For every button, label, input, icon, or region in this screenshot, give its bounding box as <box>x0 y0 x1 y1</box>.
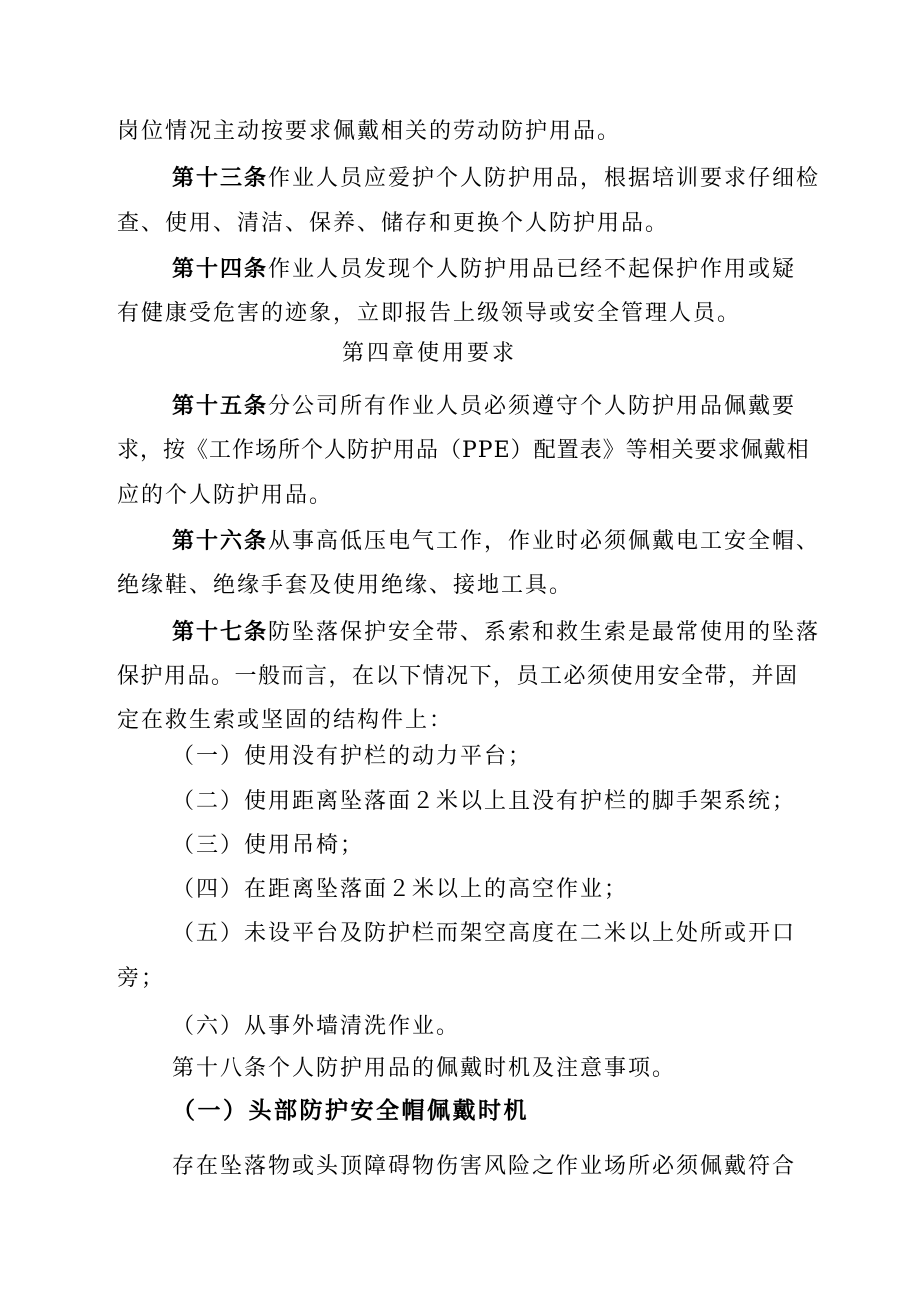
chapter-4-heading: 第四章使用要求 <box>342 341 518 366</box>
list-item-2: （二）使用距离坠落面２米以上且没有护栏的脚手架系统； <box>172 789 797 814</box>
article-14-line-2: 有健康受危害的迹象，立即报告上级领导或安全管理人员。 <box>117 301 742 326</box>
paragraph-line: 岗位情况主动按要求佩戴相关的劳动防护用品。 <box>117 119 622 144</box>
article-17-line-2: 保护用品。一般而言，在以下情况下，员工必须使用安全带，并固 <box>117 664 799 689</box>
article-16-title: 第十六条 <box>172 528 269 554</box>
list-item-3: （三）使用吊椅； <box>172 833 365 858</box>
list-item-5-line-1: （五）未设平台及防护栏而架空高度在二米以上处所或开口 <box>172 921 797 946</box>
article-16-text: 从事高低压电气工作，作业时必须佩戴电工安全帽、 <box>268 529 821 554</box>
article-14-text: 作业人员发现个人防护用品已经不起保护作用或疑 <box>268 257 797 282</box>
article-18-line: 第十八条个人防护用品的佩戴时机及注意事项。 <box>172 1056 677 1081</box>
article-15-title: 第十五条 <box>172 393 269 419</box>
article-13-text: 作业人员应爱护个人防护用品，根据培训要求仔细检 <box>268 166 821 191</box>
article-15-line-2: 求，按《工作场所个人防护用品（PPE）配置表》等相关要求佩戴相 <box>117 438 810 463</box>
article-13-line-2: 查、使用、清洁、保养、储存和更换个人防护用品。 <box>117 211 670 236</box>
list-item-6: （六）从事外墙清洗作业。 <box>172 1014 461 1039</box>
article-17-line-1 <box>172 617 820 648</box>
list-item-4: （四）在距离坠落面２米以上的高空作业； <box>172 877 629 902</box>
list-item-1: （一）使用没有护栏的动力平台； <box>172 744 533 769</box>
article-13-title: 第十三条 <box>172 165 269 191</box>
article-14-title: 第十四条 <box>172 256 269 282</box>
article-17-line-3: 定在救生索或坚固的结构件上： <box>117 708 454 733</box>
article-15-line-3: 应的个人防护用品。 <box>117 483 334 508</box>
article-16-line-1 <box>172 526 820 557</box>
article-14-line-1 <box>172 254 796 285</box>
paragraph-line: 存在坠落物或头顶障碍物伤害风险之作业场所必须佩戴符合 <box>172 1154 797 1179</box>
article-16-line-2: 绝缘鞋、绝缘手套及使用绝缘、接地工具。 <box>117 573 574 598</box>
article-17-text: 防坠落保护安全带、系索和救生索是最常使用的坠落 <box>268 620 821 645</box>
subsection-1-heading: （一）头部防护安全帽佩戴时机 <box>172 1097 529 1124</box>
article-13-line-1 <box>172 163 820 194</box>
article-17-title: 第十七条 <box>172 619 269 645</box>
list-item-5-line-2: 旁； <box>117 966 166 991</box>
article-15-line-1 <box>172 391 796 422</box>
article-15-text: 分公司所有作业人员必须遵守个人防护用品佩戴要 <box>268 394 797 419</box>
